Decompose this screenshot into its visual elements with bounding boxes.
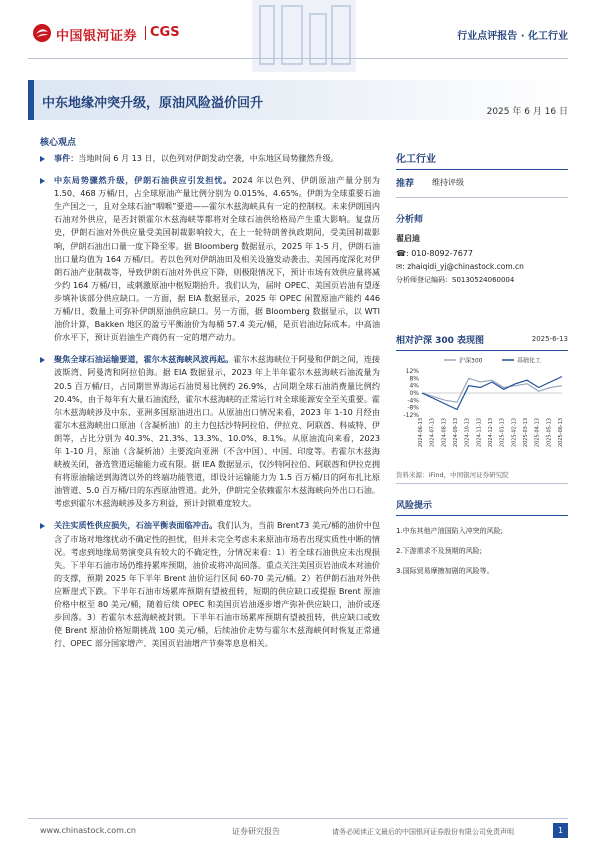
risk-list bbox=[396, 526, 568, 576]
relative-performance-chart bbox=[396, 353, 568, 468]
rating-label: 推荐 bbox=[396, 179, 415, 189]
bullet-icon bbox=[40, 178, 45, 184]
x-tick-label: 2025-05-13 bbox=[546, 418, 553, 448]
core-views-heading: 核心观点 bbox=[40, 138, 77, 148]
page-title: 中东地缘冲突升级，原油风险溢价回升 bbox=[42, 96, 264, 111]
x-tick-label: 2025-06-13 bbox=[558, 418, 564, 448]
x-tick-label: 2024-07-13 bbox=[429, 418, 436, 448]
phone-text: 010-8092-7677 bbox=[411, 249, 473, 258]
footer-label: 证券研究报告 bbox=[232, 827, 280, 836]
brand-name-cn: 中国银河证券 bbox=[56, 29, 138, 44]
paragraph-supply-loss bbox=[40, 519, 380, 650]
email-text[interactable]: zhaiqidi_yj@chinastock.com.cn bbox=[407, 262, 524, 271]
page-number: 1 bbox=[553, 823, 568, 838]
paragraph-lead: 关注实质性供应损失，石油平衡表面临冲击。 bbox=[54, 520, 218, 531]
analyst-name: 翟启迪 bbox=[396, 234, 420, 243]
y-tick-label: -12% bbox=[403, 412, 419, 419]
report-date: 2025 年 6 月 16 日 bbox=[486, 107, 568, 117]
chart-y-axis bbox=[403, 368, 562, 419]
analyst-registration: 分析师登记编码：S0130524060004 bbox=[396, 276, 515, 284]
y-tick-label: -8% bbox=[407, 404, 419, 412]
x-tick-label: 2024-10-13 bbox=[464, 418, 471, 448]
divider bbox=[396, 197, 568, 198]
chart-date: 2025-6-13 bbox=[531, 335, 568, 343]
x-tick-label: 2024-12-13 bbox=[488, 418, 494, 448]
x-tick-label: 2024-11-13 bbox=[476, 418, 483, 448]
header-divider bbox=[28, 58, 568, 59]
paragraph-iran-supply bbox=[40, 174, 380, 344]
x-tick-label: 2025-01-13 bbox=[499, 418, 506, 448]
chart-heading: 相对沪深 300 表现图 bbox=[396, 336, 485, 346]
footer-divider bbox=[28, 818, 568, 819]
brand-logo-icon bbox=[32, 23, 52, 43]
rating-row bbox=[396, 176, 568, 189]
report-type: 行业点评报告 · 化工行业 bbox=[457, 31, 568, 42]
y-tick-label: -4% bbox=[407, 397, 419, 405]
y-tick-label: 8% bbox=[409, 375, 419, 383]
x-tick-label: 2025-03-13 bbox=[523, 418, 529, 448]
paragraph-text: 我们认为，当前 Brent73 美元/桶的油价中包含了市场对地缘扰动不确定性的担忧，但并未完全考虑未来原油市场若出现实质性中断的情况。考虑到地缘局势演变具有较大的不确定性，分情况来看：1）若全球石油供应未出现损失。下半年石油市场仍维持累库预期，油价或将冲高回落。重点关注美国页岩油成本对油价的支撑，预期 2025 年下半年 Brent 油价运行区间 60-70 美元/桶。2）若伊朗石油对外供应断崖式下跌。下半年石油市场累库预期有望被扭转，短期的供应缺口或提振 Brent 原油价格中枢至 80 美元/桶，随着后续 OPEC 和美国页岩油逐步增产弥补供应缺口，油价或逐步回落。3）若霍尔木兹海峡被封锁。下半年石油市场累库预期有望被扭转，供应缺口或致使 Brent 原油价格短期挑战 100 美元/桶，后续油价走势与霍尔木兹海峡何时恢复正常通行、OPEC 部分国家增产、美国页岩油增产节奏等息息相关。 bbox=[54, 520, 380, 649]
analyst-phone: ☎: 010-8092-7677 bbox=[396, 249, 473, 258]
y-tick-label: 0% bbox=[409, 390, 419, 397]
chart-header bbox=[396, 333, 568, 351]
risk-item: 2.下游需求不及预期的风险; bbox=[396, 547, 483, 555]
bullet-icon bbox=[40, 523, 45, 529]
paragraph-lead: 聚焦全球石油运输要道，霍尔木兹海峡风波再起。 bbox=[54, 354, 234, 365]
paragraph-lead: 中东局势骤然升级，伊朗石油供应引发担忧。 bbox=[54, 175, 233, 186]
paragraph-hormuz bbox=[40, 353, 380, 510]
sidebar bbox=[396, 150, 568, 586]
risk-heading: 风险提示 bbox=[396, 498, 568, 516]
risk-item: 3.国际贸易摩擦加剧的风险等。 bbox=[396, 567, 494, 575]
chart-source: 资料来源：iFind，中国银河证券研究院 bbox=[396, 470, 568, 484]
analyst-email[interactable]: ✉: zhaiqidi_yj@chinastock.com.cn bbox=[396, 262, 524, 271]
x-tick-label: 2024-06-13 bbox=[418, 418, 424, 448]
paragraph-text: 当地时间 6 月 13 日，以色列对伊朗发动空袭，中东地区局势骤然升级。 bbox=[78, 153, 339, 163]
y-tick-label: 12% bbox=[405, 368, 419, 375]
bullet-icon bbox=[40, 156, 45, 162]
x-tick-label: 2024-09-13 bbox=[453, 418, 459, 448]
header-decoration bbox=[248, 0, 360, 72]
footer-website[interactable]: www.chinastock.com.cn bbox=[40, 826, 136, 835]
core-views-body bbox=[40, 152, 380, 659]
x-tick-label: 2025-04-13 bbox=[534, 418, 541, 448]
title-accent bbox=[28, 80, 34, 120]
industry-heading: 化工行业 bbox=[396, 150, 568, 170]
paragraph-text: 霍尔木兹海峡位于阿曼和伊朗之间，连接波斯湾、阿曼湾和阿拉伯海。据 EIA 数据显示，2023 年上半年霍尔木兹海峡石油流量为 20.5 百万桶/日，占同期世界海运石油贸易比例约 26.9%，占同期全球石油消费量比例约 20.4%，由于每年有大量石油流经，霍尔木兹海峡的正常运行对全球能源安全至关重要。霍尔木兹海峡涉及中东、亚洲多国原油进出口。从原油出口情况来看，2023 年 1-10 月经由霍尔木兹海峡出口原油（含凝析油）的主力包括沙特阿拉伯、伊拉克、阿联酋、科威特、伊朗等，占比分别为 40.3%、21.3%、13.3%、10.0%、8.1%。从原油流向来看，2023 年 1-10 月，原油（含凝析油）主要流向亚洲（不含中国）、中国、印度等。若霍尔木兹海峡被关闭，备选管道运输能力或有限。据 IEA 数据显示，仅沙特阿拉伯、阿联酋和伊拉克拥有将原油输送到海湾以外的终端功能管道，即设计运输能力为 1.5 百万桶/日的阿布扎比原油管道、5.0 百万桶/日的东西原油管道。此外，伊朗完全依赖霍尔木兹海峡向外出口石油。考虑到霍尔木兹海峡涉及多方利益，预计封锁难度较大。 bbox=[54, 354, 380, 509]
bullet-icon bbox=[40, 357, 45, 363]
rating-value: 维持评级 bbox=[432, 178, 465, 187]
paragraph-text: 2024 年以色列、伊朗原油产量分别为 1.50、468 万桶/日，占全球原油产量比例分别为 0.015%、4.65%。伊朗为全球重要石油生产国之一，且对全球石油“咽喉”要道——霍尔木兹海峡具有一定的控制权。未来伊朗国内石油对外供应，是否封锁霍尔木兹海峡等都将对全球石油供给格局产生重大影响。复盘历史，伊朗石油对外供应量受美国制裁影响较大，在上一轮特朗普执政期间，受美国制裁影响，伊朗石油出口量一度下降至零。据 Bloomberg 数据显示，2025 年 1-5 月，伊朗石油出口量均值为 164 万桶/日。若以色列对伊朗油田及相关设施发动袭击、美国再度深化对伊朗石油产业制裁等，导致伊朗石油对外供应下降，则极限情况下，预计市场有效供应量将减少约 164 万桶/日，或刺激原油中枢短期抬升。我们认为，届时 OPEC、美国页岩油有望逐步填补该部分供应缺口。一方面，据 EIA 数据显示，2025 年 OPEC 闲置原油产能约 446 万桶/日，数量上可弥补伊朗原油供应缺口。另一方面，据 Bloomberg 数据显示，以 WTI 油价计算，Bakken 地区的盈亏平衡油价为每桶 57.4 美元/桶，是页岩油边际成本。中高油价水平下，预计页岩油生产商仍有一定的增产动力。 bbox=[54, 175, 380, 343]
x-tick-label: 2025-02-13 bbox=[511, 418, 518, 448]
chart-x-axis bbox=[418, 418, 564, 447]
x-tick-label: 2024-08-13 bbox=[441, 418, 448, 448]
y-tick-label: 4% bbox=[409, 382, 419, 390]
brand-separator bbox=[145, 26, 146, 40]
legend-label: 沪深300 bbox=[459, 357, 483, 365]
analyst-heading: 分析师 bbox=[396, 215, 424, 225]
footer-disclaimer: 请务必阅读正文最后的中国银河证券股份有限公司免责声明 bbox=[332, 828, 514, 836]
paragraph-lead: 事件： bbox=[54, 153, 79, 163]
legend-label: 基础化工 bbox=[517, 357, 542, 365]
brand-name-en: CGS bbox=[150, 25, 180, 40]
chart-legend bbox=[444, 357, 541, 365]
paragraph-event bbox=[40, 152, 380, 165]
phone-icon: ☎ bbox=[396, 249, 406, 258]
risk-item: 1.中东其他产油国陷入冲突的风险; bbox=[396, 527, 504, 535]
email-icon: ✉ bbox=[396, 262, 403, 271]
